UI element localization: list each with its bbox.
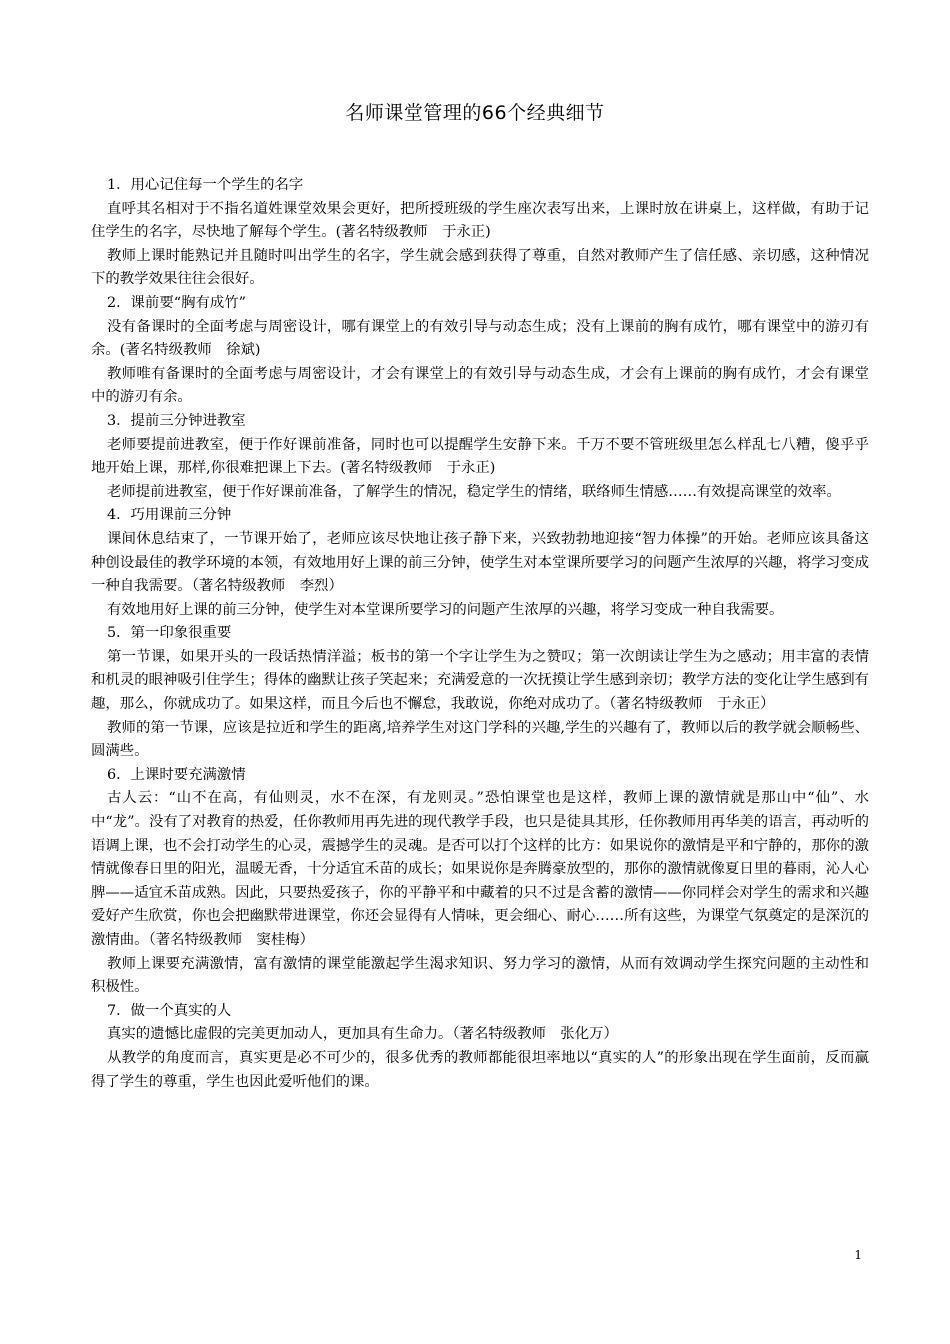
- section-heading: 6．上课时要充满激情: [107, 766, 246, 783]
- section-heading: 3．提前三分钟进教室: [107, 412, 246, 429]
- paragraph: 课间休息结束了，一节课开始了，老师应该尽快地让孩子静下来，兴致勃勃地迎接“智力体操”的开始。老师应该具备这种创设最佳的教学环境的本领，有效地用好上课的前三分钟，使学生对本堂课所要学习的问题产生浓厚的兴趣，将学习变成一种自我需要。（著名特级教师 李烈）: [91, 530, 869, 595]
- paragraph: 没有备课时的全面考虑与周密设计，哪有课堂上的有效引导与动态生成；没有上课前的胸有成竹，哪有课堂中的游刃有余。(著名特级教师 徐斌): [91, 318, 869, 359]
- paragraph: 教师上课要充满激情，富有激情的课堂能激起学生渴求知识、努力学习的激情，从而有效调动学生探究问题的主动性和积极性。: [91, 955, 869, 996]
- section-heading: 5．第一印象很重要: [107, 625, 232, 642]
- section-heading: 2．课前要“胸有成竹”: [107, 294, 246, 311]
- section-heading: 4．巧用课前三分钟: [107, 507, 232, 524]
- document-body: [91, 174, 869, 1094]
- paragraph: 真实的遗憾比虚假的完美更加动人，更加具有生命力。（著名特级教师 张化万）: [107, 1026, 618, 1043]
- section-heading: 7．做一个真实的人: [107, 1002, 232, 1019]
- paragraph: 直呼其名相对于不指名道姓课堂效果会更好，把所授班级的学生座次表写出来，上课时放在讲桌上，这样做，有助于记住学生的名字，尽快地了解每个学生。(著名特级教师 于永正): [91, 200, 869, 241]
- page-number: 1: [854, 1248, 862, 1262]
- section-heading: 1．用心记住每一个学生的名字: [107, 177, 304, 193]
- page-title: 名师课堂管理的66个经典细节: [345, 102, 605, 124]
- paragraph: 老师提前进教室，便于作好课前准备，了解学生的情况，稳定学生的情绪，联络师生情感……有效提高课堂的效率。: [107, 483, 841, 500]
- paragraph: 有效地用好上课的前三分钟，使学生对本堂课所要学习的问题产生浓厚的兴趣，将学习变成一种自我需要。: [107, 601, 784, 618]
- paragraph: 教师上课时能熟记并且随时叫出学生的名字，学生就会感到获得了尊重，自然对教师产生了信任感、亲切感，这种情况下的教学效果往往会很好。: [91, 247, 869, 288]
- paragraph: 从教学的角度而言，真实更是必不可少的，很多优秀的教师都能很坦率地以“真实的人”的形象出现在学生面前，反而赢得了学生的尊重，学生也因此爱听他们的课。: [91, 1049, 869, 1090]
- paragraph: 教师唯有备课时的全面考虑与周密设计，才会有课堂上的有效引导与动态生成，才会有上课前的胸有成竹，才会有课堂中的游刃有余。: [91, 365, 869, 406]
- paragraph: 第一节课，如果开头的一段话热情洋溢；板书的第一个字让学生为之赞叹；第一次朗读让学生为之感动；用丰富的表情和机灵的眼神吸引住学生；得体的幽默让孩子笑起来；充满爱意的一次抚摸让学生感到亲切；教学方法的变化让学生感到有趣，那么，你就成功了。如果这样，而且今后也不懈怠，我敢说，你绝对成功了。（著名特级教师 于永正）: [91, 648, 869, 713]
- paragraph: 教师的第一节课，应该是拉近和学生的距离,培养学生对这门学科的兴趣,学生的兴趣有了，教师以后的教学就会顺畅些、圆满些。: [91, 719, 869, 760]
- paragraph: 老师要提前进教室，便于作好课前准备，同时也可以提醒学生安静下来。千万不要不管班级里怎么样乱七八糟，傻乎乎地开始上课，那样,你很难把课上下去。(著名特级教师 于永正): [91, 436, 869, 477]
- paragraph: 古人云：“山不在高，有仙则灵，水不在深，有龙则灵。”恐怕课堂也是这样，教师上课的激情就是那山中“仙”、水中“龙”。没有了对教育的热爱，任你教师用再先进的现代教学手段，也只是徒具其形，任你教师用再华美的语言，再动听的语调上课，也不会打动学生的心灵，震撼学生的灵魂。是否可以打个这样的比方：如果说你的激情是平和宁静的，那你的激情就像春日里的阳光，温暖无香，十分适宜禾苗的成长；如果说你是奔腾豪放型的，那你的激情就像夏日里的暮雨，沁人心脾——适宜禾苗成熟。因此，只要热爱孩子，你的平静平和中藏着的只不过是含蓄的激情——你同样会对学生的需求和兴趣爱好产生欣赏，你也会把幽默带进课堂，你还会显得有人情味，更会细心、耐心……所有这些，为课堂气氛奠定的是深沉的激情曲。（著名特级教师 窦桂梅）: [91, 790, 869, 948]
